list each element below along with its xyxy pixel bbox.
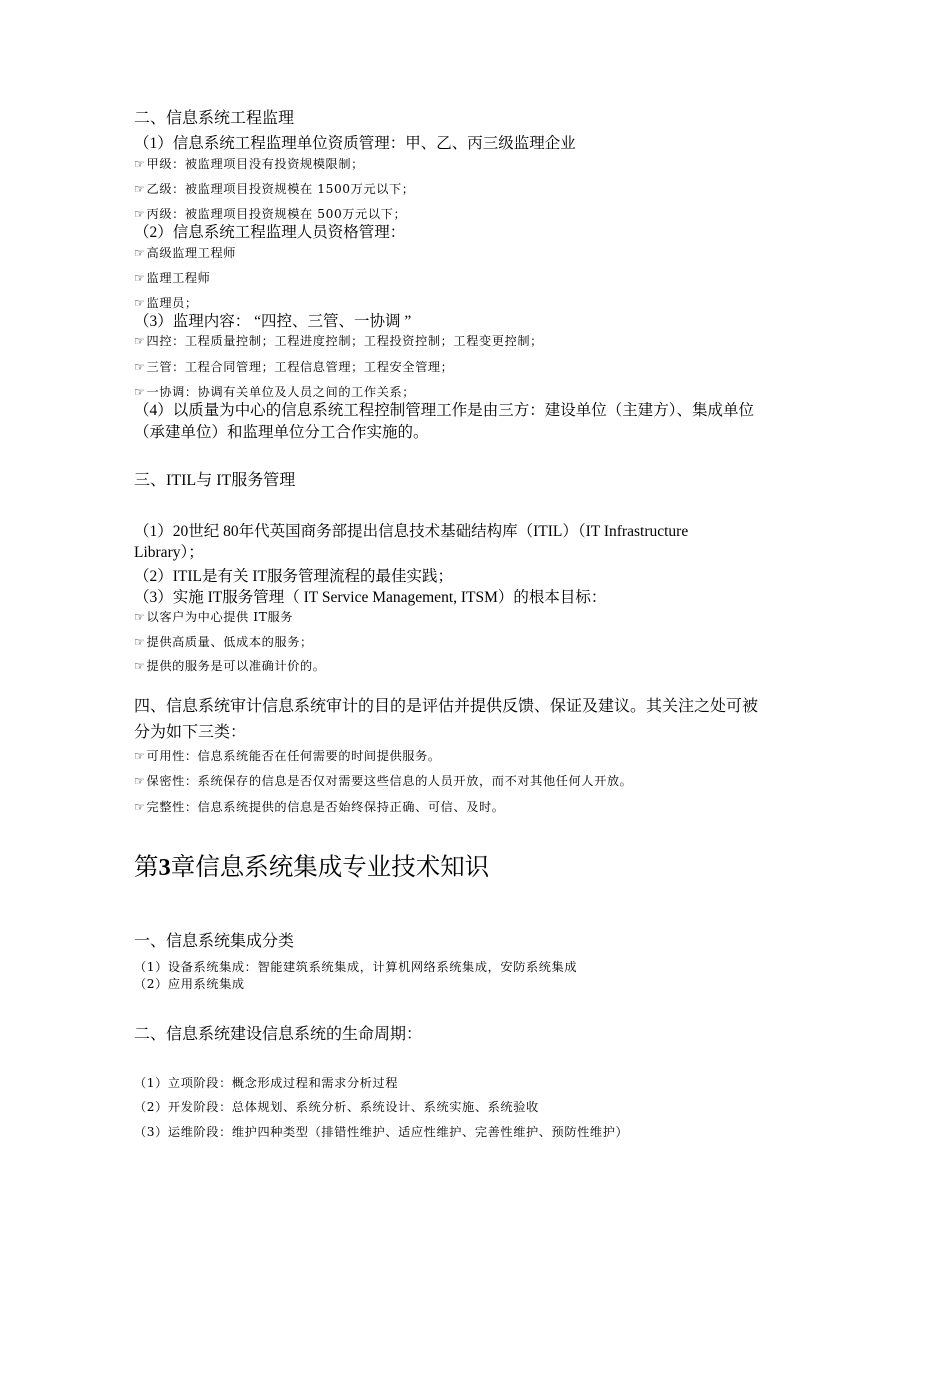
paragraph: （2）ITIL是有关 IT服务管理流程的最佳实践； — [134, 568, 454, 585]
list-item: （3）运维阶段：维护四种类型（排错性维护、适应性维护、完善性维护、预防性维护） — [134, 1125, 629, 1139]
pointing-hand-icon: ☞ — [134, 774, 146, 788]
pointing-hand-icon: ☞ — [134, 246, 146, 260]
section-heading: 三、ITIL与 IT服务管理 — [134, 472, 296, 489]
pointing-hand-icon: ☞ — [134, 749, 146, 763]
paragraph: （3）监理内容： “四控、三管、一协调 ” — [134, 313, 412, 330]
section-heading: 二、信息系统建设信息系统的生命周期： — [134, 1026, 423, 1043]
section-heading: 一、信息系统集成分类 — [134, 933, 295, 950]
pointing-hand-icon: ☞ — [134, 659, 146, 673]
bullet-item: ☞丙级：被监理项目投资规模在 500万元以下； — [134, 207, 407, 221]
list-item: （1）立项阶段：概念形成过程和需求分析过程 — [134, 1076, 399, 1090]
bullet-item: ☞可用性：信息系统能否在任何需要的时间提供服务。 — [134, 749, 441, 763]
bullet-item: ☞一协调：协调有关单位及人员之间的工作关系； — [134, 385, 416, 399]
pointing-hand-icon: ☞ — [134, 207, 146, 221]
chapter-title: 第3章信息系统集成专业技术知识 — [134, 854, 490, 881]
list-item: （1）设备系统集成：智能建筑系统集成，计算机网络系统集成，安防系统集成 — [134, 960, 578, 974]
pointing-hand-icon: ☞ — [134, 271, 146, 285]
bullet-item: ☞完整性：信息系统提供的信息是否始终保持正确、可信、及时。 — [134, 800, 505, 814]
pointing-hand-icon: ☞ — [134, 182, 146, 196]
bullet-item: ☞三管：工程合同管理；工程信息管理；工程安全管理； — [134, 360, 454, 374]
paragraph: Library）； — [134, 544, 204, 561]
pointing-hand-icon: ☞ — [134, 334, 146, 348]
pointing-hand-icon: ☞ — [134, 296, 146, 310]
bullet-item: ☞提供高质量、低成本的服务； — [134, 635, 313, 649]
bullet-item: ☞监理员； — [134, 296, 198, 310]
bullet-item: ☞提供的服务是可以准确计价的。 — [134, 659, 326, 673]
bullet-item: ☞甲级：被监理项目没有投资规模限制； — [134, 157, 364, 171]
paragraph: （承建单位）和监理单位分工合作实施的。 — [134, 424, 429, 441]
bullet-item: ☞以客户为中心提供 IT服务 — [134, 610, 294, 624]
pointing-hand-icon: ☞ — [134, 610, 146, 624]
pointing-hand-icon: ☞ — [134, 360, 146, 374]
pointing-hand-icon: ☞ — [134, 385, 146, 399]
bullet-item: ☞四控：工程质量控制；工程进度控制；工程投资控制；工程变更控制； — [134, 334, 543, 348]
paragraph: （4）以质量为中心的信息系统工程控制管理工作是由三方：建设单位（主建方）、集成单位 — [134, 402, 755, 419]
paragraph: 四、信息系统审计信息系统审计的目的是评估并提供反馈、保证及建议。其关注之处可被 — [134, 698, 759, 715]
paragraph: （1）20世纪 80年代英国商务部提出信息技术基础结构库（ITIL）（IT Infrastructure — [134, 523, 689, 540]
pointing-hand-icon: ☞ — [134, 800, 146, 814]
bullet-item: ☞高级监理工程师 — [134, 246, 237, 260]
bullet-item: ☞乙级：被监理项目投资规模在 1500万元以下； — [134, 182, 415, 196]
bullet-item: ☞保密性：系统保存的信息是否仅对需要这些信息的人员开放，而不对其他任何人开放。 — [134, 774, 633, 788]
list-item: （2）应用系统集成 — [134, 977, 245, 991]
bullet-item: ☞监理工程师 — [134, 271, 211, 285]
pointing-hand-icon: ☞ — [134, 157, 146, 171]
list-item: （2）开发阶段：总体规划、系统分析、系统设计、系统实施、系统验收 — [134, 1100, 539, 1114]
paragraph: （3）实施 IT服务管理（ IT Service Management, ITSM）的根本目标： — [134, 589, 607, 606]
section-heading: 二、信息系统工程监理 — [134, 110, 295, 127]
paragraph: （2）信息系统工程监理人员资格管理： — [134, 224, 406, 241]
paragraph: （1）信息系统工程监理单位资质管理：甲、乙、丙三级监理企业 — [134, 135, 576, 152]
paragraph: 分为如下三类： — [134, 724, 247, 741]
pointing-hand-icon: ☞ — [134, 635, 146, 649]
